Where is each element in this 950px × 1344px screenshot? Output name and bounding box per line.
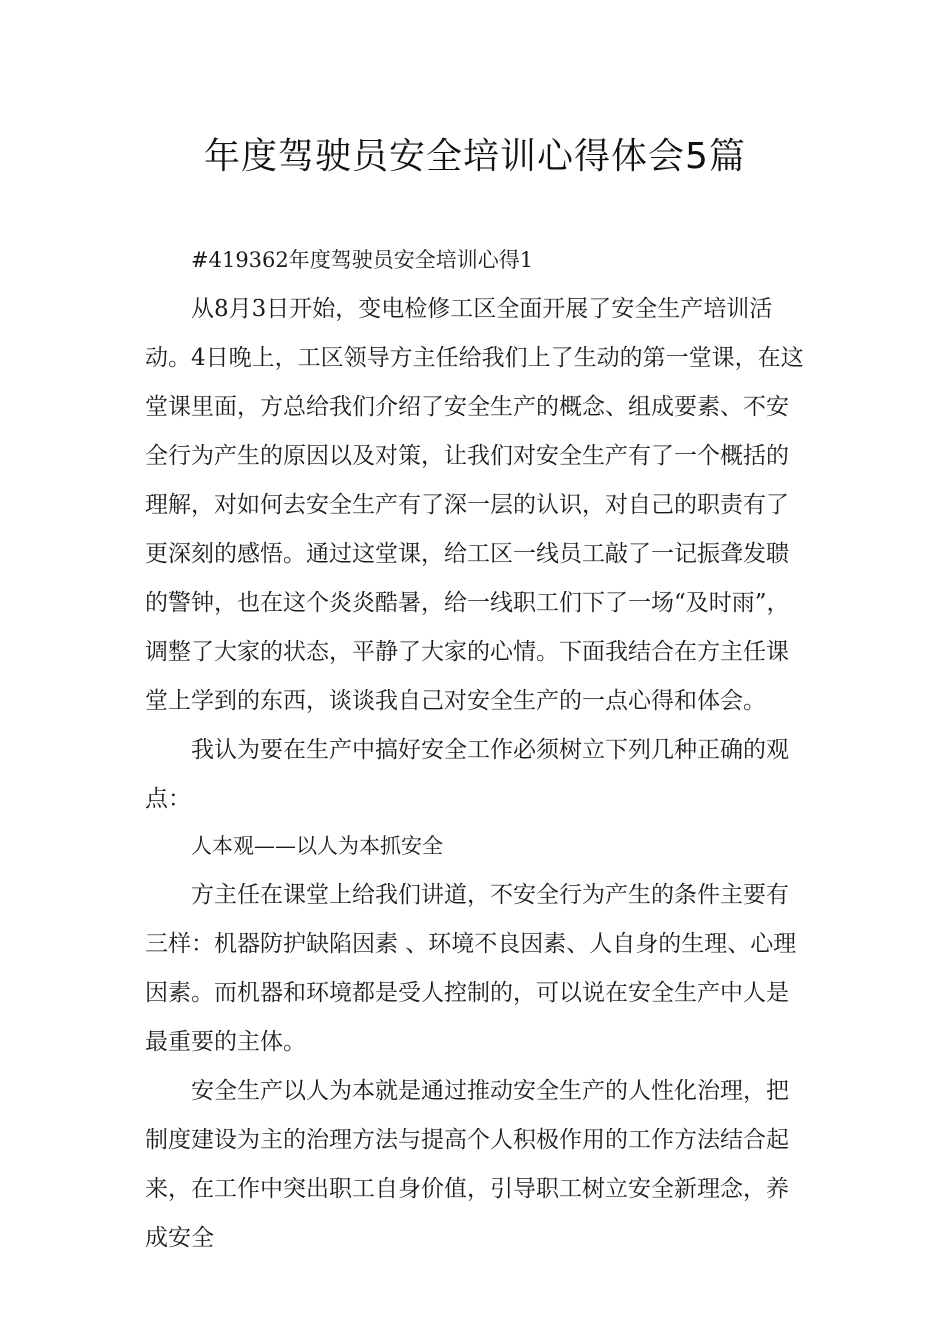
paragraph-1: 从8月3日开始，变电检修工区全面开展了安全生产培训活动。4日晚上，工区领导方主任给我们上了生动的第一堂课，在这堂课里面，方总给我们介绍了安全生产的概念、组成要素、不安全行为产生的原因以及对策，让我们对安全生产有了一个概括的理解，对如何去安全生产有了深一层的认识，对自己的职责有了更深刻的感悟。通过这堂课，给工区一线员工敲了一记振聋发聩的警钟，也在这个炎炎酷暑，给一线职工们下了一场“及时雨”，调整了大家的状态，平静了大家的心情。下面我结合在方主任课堂上学到的东西，谈谈我自己对安全生产的一点心得和体会。: [145, 296, 804, 714]
document-title: 年度驾驶员安全培训心得体会5篇: [204, 136, 746, 177]
paragraph-2: 我认为要在生产中搞好安全工作必须树立下列几种正确的观点：: [145, 737, 789, 812]
document-body-part-1: [145, 236, 810, 824]
section-paragraph-2: 安全生产以人为本就是通过推动安全生产的人性化治理，把制度建设为主的治理方法与提高个人积极作用的工作方法结合起来，在工作中突出职工自身价值，引导职工树立安全新理念，养成安全: [145, 1078, 789, 1251]
section-paragraph-1: 方主任在课堂上给我们讲道，不安全行为产生的条件主要有三样：机器防护缺陷因素 、环境不良因素、人自身的生理、心理因素。而机器和环境都是受人控制的，可以说在安全生产中人是最重要的主体。: [145, 882, 797, 1055]
document-body-part-2: [145, 822, 810, 1263]
section-heading: 人本观——以人为本抓安全: [191, 834, 443, 858]
document-subtitle: #419362年度驾驶员安全培训心得1: [191, 248, 534, 272]
